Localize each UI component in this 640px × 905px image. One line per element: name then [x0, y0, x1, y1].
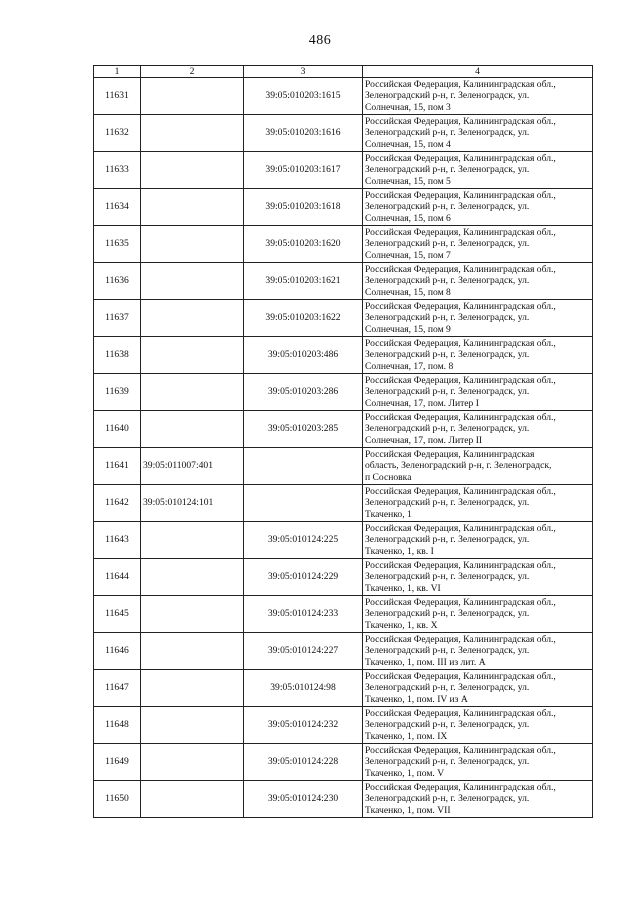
- address-line: Ткаченко, 1, пом. IV из А: [365, 693, 468, 705]
- row-number-cell: 11647: [94, 670, 141, 707]
- table-row: [94, 781, 593, 818]
- row-number-cell: 11636: [94, 263, 141, 300]
- address-line: Ткаченко, 1, кв. I: [365, 545, 434, 557]
- table-row: [94, 448, 593, 485]
- cadastral-number-col3-cell: 39:05:010124:230: [244, 781, 363, 818]
- table-row: [94, 670, 593, 707]
- address-line: Зеленоградский р-н, г. Зеленоградск, ул.: [365, 793, 530, 805]
- cadastral-number-col2-cell: [141, 374, 244, 411]
- address-line: Ткаченко, 1, кв. VI: [365, 582, 441, 594]
- table-row: [94, 189, 593, 226]
- address-line: Российская Федерация, Калининградская обл.,: [365, 263, 556, 275]
- address-line: Солнечная, 15, пом 3: [365, 101, 451, 113]
- address-line: Солнечная, 15, пом 5: [365, 175, 451, 187]
- address-cell: [363, 337, 593, 374]
- address-cell: [363, 522, 593, 559]
- address-line: п Сосновка: [365, 471, 412, 483]
- cadastral-number-col2-cell: 39:05:011007:401: [141, 448, 244, 485]
- address-cell: [363, 485, 593, 522]
- address-line: Зеленоградский р-н, г. Зеленоградск, ул.: [365, 349, 530, 361]
- table-row: [94, 559, 593, 596]
- address-line: Зеленоградский р-н, г. Зеленоградск, ул.: [365, 90, 530, 102]
- address-line: Российская Федерация, Калининградская обл.,: [365, 781, 556, 793]
- cadastral-number-col2-cell: [141, 337, 244, 374]
- cadastral-number-col3-cell: [244, 448, 363, 485]
- row-number-cell: 11640: [94, 411, 141, 448]
- row-number-cell: 11649: [94, 744, 141, 781]
- address-line: Солнечная, 15, пом 7: [365, 249, 451, 261]
- cadastral-number-col2-cell: [141, 633, 244, 670]
- address-line: Зеленоградский р-н, г. Зеленоградск, ул.: [365, 127, 530, 139]
- cadastral-number-col3-cell: 39:05:010203:285: [244, 411, 363, 448]
- address-cell: [363, 300, 593, 337]
- address-line: Зеленоградский р-н, г. Зеленоградск, ул.: [365, 682, 530, 694]
- address-cell: [363, 744, 593, 781]
- row-number-cell: 11650: [94, 781, 141, 818]
- address-line: Зеленоградский р-н, г. Зеленоградск, ул.: [365, 312, 530, 324]
- cadastral-number-col3-cell: 39:05:010203:1618: [244, 189, 363, 226]
- address-line: Солнечная, 15, пом 9: [365, 323, 451, 335]
- address-line: Ткаченко, 1: [365, 508, 412, 520]
- cadastral-number-col2-cell: [141, 411, 244, 448]
- cadastral-number-col2-cell: [141, 670, 244, 707]
- table-row: [94, 485, 593, 522]
- address-line: Российская Федерация, Калининградская обл.,: [365, 485, 556, 497]
- row-number-cell: 11633: [94, 152, 141, 189]
- cadastral-number-col2-cell: [141, 189, 244, 226]
- address-cell: [363, 448, 593, 485]
- cadastral-number-col3-cell: 39:05:010124:233: [244, 596, 363, 633]
- row-number-cell: 11645: [94, 596, 141, 633]
- row-number-cell: 11643: [94, 522, 141, 559]
- address-cell: [363, 670, 593, 707]
- address-line: Зеленоградский р-н, г. Зеленоградск, ул.: [365, 164, 530, 176]
- address-cell: [363, 374, 593, 411]
- cadastral-number-col3-cell: 39:05:010203:286: [244, 374, 363, 411]
- table-row: [94, 707, 593, 744]
- cadastral-number-col3-cell: 39:05:010124:227: [244, 633, 363, 670]
- address-line: Ткаченко, 1, пом. VII: [365, 804, 451, 816]
- address-line: Российская Федерация, Калининградская обл.,: [365, 78, 556, 90]
- table-row: [94, 78, 593, 115]
- address-cell: [363, 411, 593, 448]
- table-body: [94, 78, 593, 818]
- address-line: Зеленоградский р-н, г. Зеленоградск, ул.: [365, 497, 530, 509]
- address-cell: [363, 596, 593, 633]
- cadastral-number-col2-cell: [141, 781, 244, 818]
- address-line: Ткаченко, 1, пом. V: [365, 767, 445, 779]
- cadastral-number-col3-cell: 39:05:010124:98: [244, 670, 363, 707]
- column-header-2: 2: [141, 66, 244, 78]
- cadastral-number-col3-cell: 39:05:010203:1622: [244, 300, 363, 337]
- address-line: Российская Федерация, Калининградская обл.,: [365, 411, 556, 423]
- address-cell: [363, 189, 593, 226]
- cadastral-number-col2-cell: [141, 596, 244, 633]
- row-number-cell: 11646: [94, 633, 141, 670]
- column-header-4: 4: [363, 66, 593, 78]
- cadastral-number-col3-cell: 39:05:010203:1615: [244, 78, 363, 115]
- address-line: Российская Федерация, Калининградская обл.,: [365, 226, 556, 238]
- address-line: Зеленоградский р-н, г. Зеленоградск, ул.: [365, 275, 530, 287]
- row-number-cell: 11639: [94, 374, 141, 411]
- address-line: Ткаченко, 1, пом. IX: [365, 730, 448, 742]
- table-row: [94, 152, 593, 189]
- table-row: [94, 300, 593, 337]
- address-line: Российская Федерация, Калининградская: [365, 448, 535, 460]
- cadastral-number-col3-cell: 39:05:010124:232: [244, 707, 363, 744]
- row-number-cell: 11637: [94, 300, 141, 337]
- cadastral-number-col2-cell: [141, 559, 244, 596]
- registry-table: [93, 65, 593, 818]
- table-row: [94, 411, 593, 448]
- address-cell: [363, 633, 593, 670]
- table-row: [94, 226, 593, 263]
- cadastral-number-col2-cell: [141, 744, 244, 781]
- address-line: Зеленоградский р-н, г. Зеленоградск, ул.: [365, 386, 530, 398]
- cadastral-number-col3-cell: 39:05:010203:1617: [244, 152, 363, 189]
- address-line: Ткаченко, 1, кв. X: [365, 619, 438, 631]
- table-row: [94, 337, 593, 374]
- cadastral-number-col3-cell: 39:05:010124:228: [244, 744, 363, 781]
- address-line: Российская Федерация, Калининградская обл.,: [365, 152, 556, 164]
- address-line: Зеленоградский р-н, г. Зеленоградск, ул.: [365, 571, 530, 583]
- address-line: Российская Федерация, Калининградская обл.,: [365, 522, 556, 534]
- table-row: [94, 744, 593, 781]
- address-line: Солнечная, 15, пом 6: [365, 212, 451, 224]
- address-line: Солнечная, 17, пом. Литер II: [365, 434, 483, 446]
- address-cell: [363, 781, 593, 818]
- row-number-cell: 11634: [94, 189, 141, 226]
- address-line: область, Зеленоградский р-н, г. Зеленоградск,: [365, 460, 552, 472]
- table-row: [94, 596, 593, 633]
- address-line: Солнечная, 17, пом. 8: [365, 360, 454, 372]
- cadastral-number-col2-cell: [141, 152, 244, 189]
- cadastral-number-col3-cell: 39:05:010203:1620: [244, 226, 363, 263]
- cadastral-number-col2-cell: [141, 226, 244, 263]
- address-line: Солнечная, 15, пом 8: [365, 286, 451, 298]
- address-line: Ткаченко, 1, пом. III из лит. А: [365, 656, 486, 668]
- column-header-1: 1: [94, 66, 141, 78]
- cadastral-number-col2-cell: 39:05:010124:101: [141, 485, 244, 522]
- cadastral-number-col2-cell: [141, 300, 244, 337]
- row-number-cell: 11642: [94, 485, 141, 522]
- row-number-cell: 11635: [94, 226, 141, 263]
- table-row: [94, 374, 593, 411]
- address-line: Российская Федерация, Калининградская обл.,: [365, 374, 556, 386]
- cadastral-number-col2-cell: [141, 522, 244, 559]
- address-line: Российская Федерация, Калининградская обл.,: [365, 115, 556, 127]
- table-row: [94, 263, 593, 300]
- table-row: [94, 115, 593, 152]
- row-number-cell: 11631: [94, 78, 141, 115]
- row-number-cell: 11648: [94, 707, 141, 744]
- table-row: [94, 633, 593, 670]
- address-line: Российская Федерация, Калининградская обл.,: [365, 596, 556, 608]
- address-line: Зеленоградский р-н, г. Зеленоградск, ул.: [365, 201, 530, 213]
- address-line: Российская Федерация, Калининградская обл.,: [365, 744, 556, 756]
- row-number-cell: 11632: [94, 115, 141, 152]
- address-line: Российская Федерация, Калининградская обл.,: [365, 337, 556, 349]
- address-cell: [363, 152, 593, 189]
- address-line: Российская Федерация, Калининградская обл.,: [365, 633, 556, 645]
- cadastral-number-col3-cell: [244, 485, 363, 522]
- address-cell: [363, 707, 593, 744]
- address-line: Солнечная, 15, пом 4: [365, 138, 451, 150]
- address-line: Российская Федерация, Калининградская обл.,: [365, 670, 556, 682]
- address-line: Солнечная, 17, пом. Литер I: [365, 397, 479, 409]
- address-line: Зеленоградский р-н, г. Зеленоградск, ул.: [365, 756, 530, 768]
- address-line: Зеленоградский р-н, г. Зеленоградск, ул.: [365, 238, 530, 250]
- address-cell: [363, 263, 593, 300]
- table-row: [94, 522, 593, 559]
- address-line: Российская Федерация, Калининградская обл.,: [365, 559, 556, 571]
- cadastral-number-col2-cell: [141, 78, 244, 115]
- row-number-cell: 11644: [94, 559, 141, 596]
- cadastral-number-col2-cell: [141, 707, 244, 744]
- header-row: [94, 66, 593, 78]
- column-header-3: 3: [244, 66, 363, 78]
- address-line: Зеленоградский р-н, г. Зеленоградск, ул.: [365, 719, 530, 731]
- page-number: 486: [308, 33, 332, 48]
- address-line: Зеленоградский р-н, г. Зеленоградск, ул.: [365, 645, 530, 657]
- address-line: Зеленоградский р-н, г. Зеленоградск, ул.: [365, 608, 530, 620]
- address-cell: [363, 226, 593, 263]
- row-number-cell: 11641: [94, 448, 141, 485]
- address-line: Российская Федерация, Калининградская обл.,: [365, 300, 556, 312]
- address-line: Зеленоградский р-н, г. Зеленоградск, ул.: [365, 534, 530, 546]
- cadastral-number-col3-cell: 39:05:010124:229: [244, 559, 363, 596]
- address-line: Зеленоградский р-н, г. Зеленоградск, ул.: [365, 423, 530, 435]
- cadastral-number-col2-cell: [141, 263, 244, 300]
- address-cell: [363, 115, 593, 152]
- address-cell: [363, 78, 593, 115]
- cadastral-number-col3-cell: 39:05:010124:225: [244, 522, 363, 559]
- address-line: Российская Федерация, Калининградская обл.,: [365, 707, 556, 719]
- address-line: Российская Федерация, Калининградская обл.,: [365, 189, 556, 201]
- row-number-cell: 11638: [94, 337, 141, 374]
- cadastral-number-col3-cell: 39:05:010203:486: [244, 337, 363, 374]
- cadastral-number-col3-cell: 39:05:010203:1616: [244, 115, 363, 152]
- cadastral-number-col3-cell: 39:05:010203:1621: [244, 263, 363, 300]
- address-cell: [363, 559, 593, 596]
- cadastral-number-col2-cell: [141, 115, 244, 152]
